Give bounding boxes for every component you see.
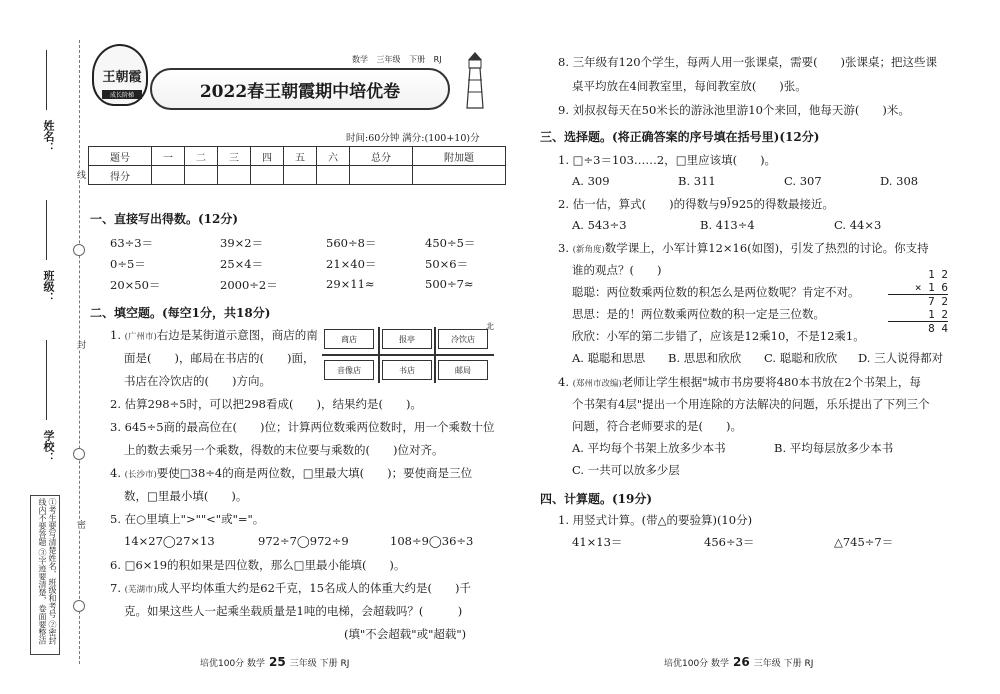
question-number: 4.	[558, 375, 573, 389]
question-line	[110, 465, 472, 481]
calc-line: 7 2	[888, 294, 948, 308]
question-line: 5. 在○里填上">""<"或"="。	[110, 512, 265, 526]
score-row-label: 得分	[89, 166, 152, 185]
brand-logo	[92, 44, 148, 106]
school-label: 学校：	[42, 430, 55, 463]
question-line: 数，□里最小填( )。	[124, 489, 248, 503]
score-cell: 三	[218, 147, 251, 166]
section-2-title: 二、填空题。(每空1分，共18分)	[90, 306, 271, 320]
calc-item: 39×2＝	[220, 236, 264, 250]
question-source-tag: (郑州市改编)	[572, 379, 622, 389]
name-blank[interactable]	[46, 50, 47, 110]
logo-text: 王朝霞	[102, 70, 142, 85]
question-line: 1. □÷3＝103……2，□里应该填( )。	[558, 153, 777, 167]
question-line	[110, 580, 471, 596]
question-number: 3.	[558, 241, 573, 255]
question-hint: (填"不会超载"或"超载")	[344, 627, 467, 641]
binding-hole	[73, 600, 85, 612]
vertical-multiplication	[888, 268, 948, 335]
question-line: 2. 估算298÷5时，可以把298看成( )，结果约是( )。	[110, 397, 422, 411]
exam-notice: ①考生要写清楚姓名、班级和考号 ②密封线内不要答题 ③字迹要清楚，卷面要整洁	[30, 495, 60, 655]
calc-item: 63÷3＝	[110, 236, 154, 250]
question-line: 3. 645÷5商的最高位在( )位；计算两位数乘两位数时，用一个乘数十位	[110, 420, 495, 434]
question-line	[558, 374, 921, 390]
choice-option[interactable]: C. 一共可以放多少层	[572, 463, 680, 477]
question-source-tag: (芜湖市)	[124, 585, 157, 595]
question-line: 上的数去乘另一个乘数，得数的末位要与乘数的( )位对齐。	[124, 443, 444, 457]
seam-mark-1: 线	[75, 170, 85, 179]
tag-volume: 下册	[409, 55, 426, 64]
calc-line: 1 2	[928, 308, 948, 321]
calc-item: 450÷5＝	[425, 236, 476, 250]
score-input[interactable]	[218, 166, 251, 185]
binding-hole	[73, 448, 85, 460]
question-number: 7.	[110, 581, 125, 595]
map-box: 书店	[382, 360, 432, 380]
compare-item: 108÷9◯36÷3	[390, 534, 474, 548]
opinion-line: 欣欣：小军的第二步错了，应该是12乘10，不是12乘1。	[572, 329, 865, 343]
question-text: 成人平均体重大约是62千克，15名成人的体重大约是( )千	[156, 581, 472, 595]
question-line: 9. 刘叔叔每天在50米长的游泳池里游10个来回，他每天游( )米。	[558, 103, 910, 117]
class-blank[interactable]	[46, 200, 47, 260]
score-table-score-row	[89, 166, 506, 185]
tag-subject: 数学	[352, 55, 368, 64]
question-line: 6. □6×19的积如果是四位数，那么□里最小能填( )。	[110, 558, 406, 572]
calc-item: 20×50＝	[110, 278, 161, 292]
footer-grade: 三年级 下册 RJ	[289, 659, 350, 669]
choice-option[interactable]: A. 平均每个书架上放多少本书	[572, 441, 726, 455]
choice-option[interactable]: C. 307	[784, 174, 822, 188]
page-number: 25	[269, 655, 286, 669]
compare-item: 14×27◯27×13	[124, 534, 215, 548]
calc-item: 29×11≈	[326, 277, 375, 291]
choice-option[interactable]: D. 三人说得都对	[858, 351, 944, 365]
question-line: 面是( )，邮局在书店的( )面，	[124, 351, 315, 365]
time-and-score-info: 时间:60分钟 满分:(100+10)分	[346, 133, 480, 144]
calc-item: 500÷7≈	[425, 277, 474, 291]
section-1-title: 一、直接写出得数。(12分)	[90, 212, 239, 226]
question-line: 2. 估一估，算式( )的得数与9⟌925的得数最接近。	[558, 197, 834, 211]
name-label: 姓名：	[42, 120, 55, 153]
question-line	[558, 240, 929, 256]
subject-tags	[352, 54, 448, 65]
tag-grade: 三年级	[376, 55, 401, 64]
score-cell: 二	[185, 147, 218, 166]
map-box: 商店	[324, 329, 374, 349]
question-line: 1. 用竖式计算。(带△的要验算)(10分)	[558, 513, 753, 527]
score-input[interactable]	[350, 166, 413, 185]
question-line: 个书架有4层"提出一个用连除的方法解决的问题，乐乐提出了下列三个	[572, 397, 930, 411]
choice-option[interactable]: B. 平均每层放多少本书	[774, 441, 894, 455]
score-input[interactable]	[317, 166, 350, 185]
calc-item: 2000÷2＝	[220, 278, 278, 292]
class-label: 班级：	[42, 270, 55, 303]
map-box: 邮局	[438, 360, 488, 380]
footer-grade: 三年级 下册 RJ	[753, 659, 814, 669]
question-line: 克。如果这些人一起乘坐载质量是1吨的电梯，会超载吗？( )	[124, 604, 463, 618]
calc-item: 25×4＝	[220, 257, 264, 271]
question-source-tag: (新角度)	[572, 245, 605, 255]
score-cell: 总分	[350, 147, 413, 166]
map-road	[322, 354, 494, 356]
score-cell: 题号	[89, 147, 152, 166]
footer-series: 培优100分 数学	[664, 659, 730, 669]
score-cell: 附加题	[413, 147, 506, 166]
choice-option[interactable]: A. 聪聪和思思	[572, 351, 646, 365]
choice-option[interactable]: C. 聪聪和欣欣	[764, 351, 838, 365]
score-input[interactable]	[251, 166, 284, 185]
question-line: 书店在冷饮店的( )方向。	[124, 374, 271, 388]
seam-mark-2: 封	[75, 340, 85, 349]
opinion-line: 聪聪：两位数乘两位数的积怎么是两位数呢？肯定不对。	[572, 285, 860, 299]
binding-hole	[73, 244, 85, 256]
seam-mark-3: 密	[75, 520, 85, 529]
map-box: 音像店	[324, 360, 374, 380]
choice-option[interactable]: B. 思思和欣欣	[668, 351, 742, 365]
choice-option[interactable]: A. 543÷3	[572, 218, 627, 232]
question-line: 8. 三年级有120个学生，每两人用一张课桌，需要( )张课桌；把这些课	[558, 55, 938, 69]
compare-item: 972÷7◯972÷9	[258, 534, 349, 548]
map-box: 冷饮店	[438, 329, 488, 349]
school-blank[interactable]	[46, 340, 47, 420]
score-table-header-row	[89, 147, 506, 166]
score-cell: 五	[284, 147, 317, 166]
calc-item: 41×13＝	[572, 535, 623, 549]
question-line: 谁的观点？( )	[572, 263, 662, 277]
seal-line	[79, 40, 80, 664]
calc-item: 21×40＝	[326, 257, 377, 271]
calc-item: 560÷8＝	[326, 236, 377, 250]
score-table	[88, 146, 506, 185]
question-text: 老师让学生根据"城市书房要将480本书放在2个书架上，每	[621, 375, 921, 389]
score-cell: 四	[251, 147, 284, 166]
calc-item: △745÷7＝	[834, 535, 894, 549]
question-text: 右边是某街道示意图，商店的南	[156, 328, 318, 342]
question-line	[110, 327, 318, 343]
lighthouse-icon	[460, 50, 490, 110]
calc-item: 50×6＝	[425, 257, 469, 271]
score-cell: 六	[317, 147, 350, 166]
choice-option[interactable]: B. 413÷4	[700, 218, 755, 232]
page-number: 26	[733, 655, 750, 669]
calc-line: 1 2	[928, 268, 948, 281]
question-number: 4.	[110, 466, 125, 480]
score-input[interactable]	[413, 166, 506, 185]
choice-option[interactable]: D. 308	[880, 174, 919, 188]
section-3-title: 三、选择题。(将正确答案的序号填在括号里)(12分)	[540, 130, 820, 144]
street-map-diagram	[322, 322, 494, 383]
tag-edition: RJ	[433, 55, 442, 64]
score-input[interactable]	[185, 166, 218, 185]
question-source-tag: (长沙市)	[124, 470, 157, 480]
calc-line: × 1 6	[914, 281, 948, 294]
question-text: 数学课上，小军计算12×16(如图)，引发了热烈的讨论。你支持	[604, 241, 929, 255]
exam-title: 2022春王朝霞期中培优卷	[150, 68, 450, 110]
map-box: 报亭	[382, 329, 432, 349]
choice-option[interactable]: A. 309	[572, 174, 610, 188]
calc-line: 8 4	[888, 321, 948, 335]
opinion-line: 思思：是的！两位数乘两位数的积一定是三位数。	[572, 307, 825, 321]
calc-item: 456÷3＝	[704, 535, 755, 549]
footer-series: 培优100分 数学	[200, 659, 266, 669]
section-4-title: 四、计算题。(19分)	[540, 492, 653, 506]
score-cell: 一	[152, 147, 185, 166]
calc-item: 0÷5＝	[110, 257, 146, 271]
question-line: 问题，符合老师要求的是( )。	[572, 419, 742, 433]
score-input[interactable]	[152, 166, 185, 185]
score-input[interactable]	[284, 166, 317, 185]
logo-subtext: 成长阶梯	[102, 90, 142, 99]
page-footer-left	[200, 655, 349, 669]
north-label: 北	[486, 322, 494, 331]
choice-option[interactable]: C. 44×3	[834, 218, 882, 232]
choice-option[interactable]: B. 311	[678, 174, 716, 188]
question-text: 要使□38÷4的商是两位数，□里最大填( )；要使商是三位	[156, 466, 473, 480]
page-footer-right	[664, 655, 813, 669]
question-source-tag: (广州市)	[124, 332, 157, 342]
question-number: 1.	[110, 328, 125, 342]
question-line: 桌平均放在4间教室里，每间教室放( )张。	[572, 79, 807, 93]
